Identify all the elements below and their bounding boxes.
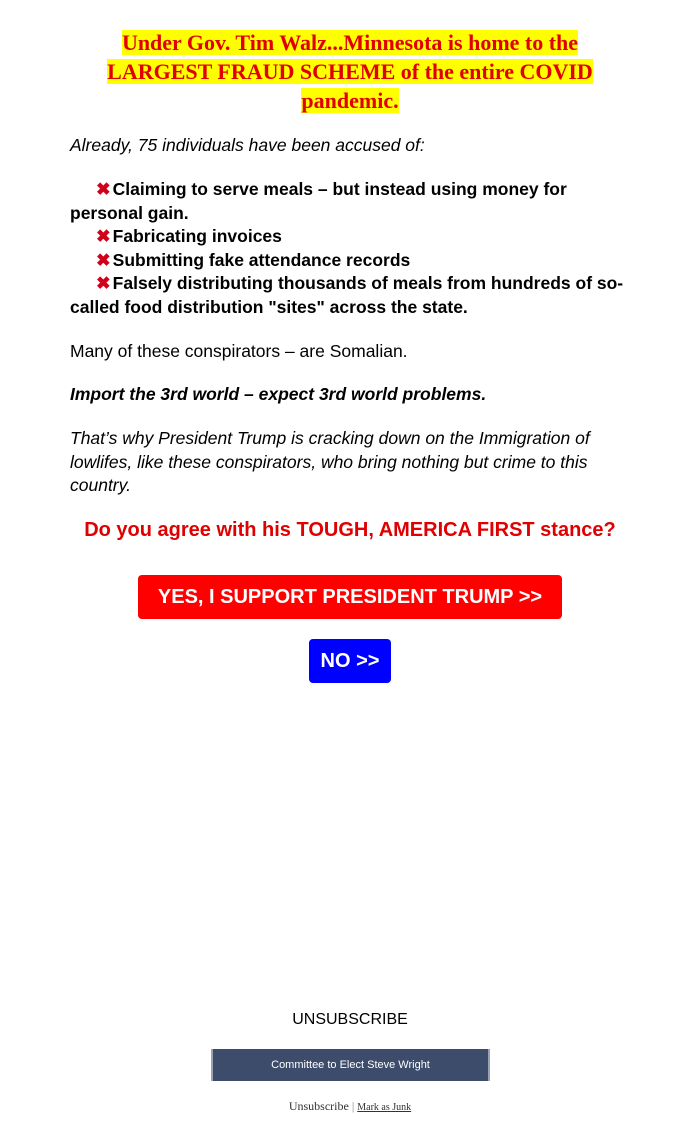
import-line: Import the 3rd world – expect 3rd world problems.	[70, 384, 487, 404]
list-item	[70, 249, 630, 273]
yes-support-button[interactable]: YES, I SUPPORT PRESIDENT TRUMP >>	[138, 575, 562, 619]
headline	[70, 28, 630, 115]
list-item-text: Fabricating invoices	[112, 226, 282, 246]
list-item	[70, 178, 630, 225]
committee-banner	[211, 1049, 490, 1081]
list-item-text: Falsely distributing thousands of meals from hundreds of so-called food distribution "sites" across the state.	[70, 273, 624, 317]
red-x-icon: ✖	[96, 249, 111, 270]
unsubscribe-small-link[interactable]: Unsubscribe	[288, 1099, 349, 1113]
list-item	[70, 272, 630, 319]
no-button[interactable]: NO >>	[309, 639, 391, 683]
question-text: Do you agree with his TOUGH, AMERICA FIRST stance?	[84, 519, 616, 541]
why-line: That’s why President Trump is cracking down on the Immigration of lowlifes, like these conspirators, who bring nothing but crime to this country.	[70, 428, 590, 495]
red-x-icon: ✖	[96, 273, 111, 293]
red-x-icon: ✖	[96, 226, 111, 246]
footer-separator: |	[351, 1099, 355, 1113]
list-item-text: Claiming to serve meals – but instead using money for personal gain.	[70, 179, 567, 223]
list-item	[70, 225, 630, 249]
accusation-list	[70, 178, 630, 319]
list-item-text: Submitting fake attendance records	[112, 249, 411, 270]
red-x-icon: ✖	[96, 179, 111, 199]
footer-links	[0, 1099, 700, 1114]
unsubscribe-link[interactable]: UNSUBSCRIBE	[292, 1011, 408, 1028]
somali-line: Many of these conspirators – are Somalian.	[70, 341, 408, 361]
intro-text: Already, 75 individuals have been accused of:	[70, 135, 425, 155]
headline-text: Under Gov. Tim Walz...Minnesota is home to the LARGEST FRAUD SCHEME of the entire COVID pandemic.	[107, 30, 593, 113]
committee-name: Committee to Elect Steve Wright	[271, 1059, 430, 1071]
mark-as-junk-link[interactable]: Mark as Junk	[357, 1102, 412, 1113]
